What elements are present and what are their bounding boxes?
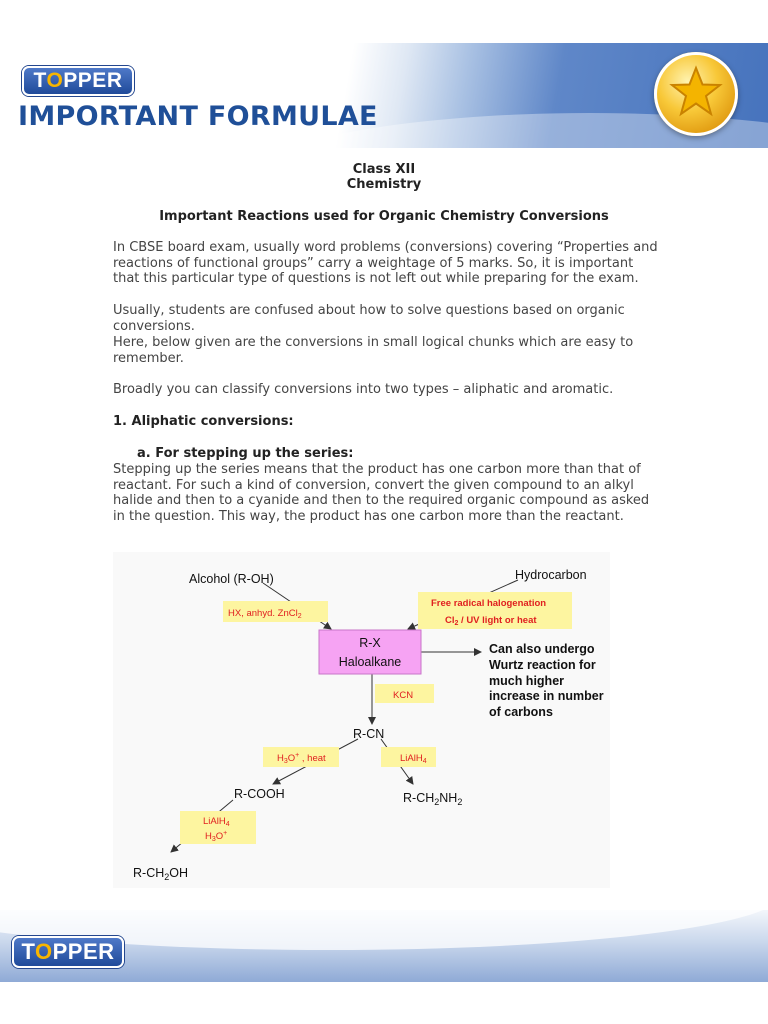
- reagent-hx-text: [228, 608, 302, 620]
- reaction-flowchart: [113, 552, 610, 888]
- rx-label: R-X: [359, 636, 381, 650]
- reagent-hx-main: HX, anhyd. ZnCl: [228, 608, 298, 619]
- topper-logo[interactable]: [22, 66, 134, 96]
- rch2nh2-a: R-CH: [403, 791, 435, 805]
- h3o-h: H: [277, 753, 284, 764]
- subsection-title-stepping-up: a. For stepping up the series:: [137, 446, 354, 461]
- intro-paragraph: Usually, students are confused about how to solve questions based on organic conversions.: [113, 303, 625, 334]
- h3o-b-o: O: [215, 831, 224, 842]
- h3o-o: O: [287, 753, 296, 764]
- logo-letter-t: T: [33, 69, 47, 92]
- stepping-up-paragraph: Stepping up the series means that the product has one carbon more than that of reactant. For such a kind of conversion, convert the given compound to an alkyl halide and then to a cyanide and then to the required organic compound as asked in the question. This way, the product has one carbon more than the reactant.: [113, 462, 650, 524]
- alcohol-label: Alcohol (R-OH): [189, 572, 274, 586]
- lialh4-b-main: LiAlH: [203, 816, 226, 827]
- wurtz-line: Can also undergo: [489, 642, 595, 656]
- h3o-b-sup: +: [223, 830, 228, 837]
- rch2nh2-b: 2: [434, 797, 440, 807]
- lialh4-b-sub: 4: [225, 821, 230, 828]
- lialh4-sub: 4: [422, 758, 427, 765]
- rch2oh-c: OH: [169, 866, 189, 880]
- document-heading: Important Reactions used for Organic Chemistry Conversions: [159, 209, 609, 224]
- rcooh-label: R-COOH: [234, 787, 285, 801]
- rch2oh-b: 2: [164, 872, 170, 882]
- rch2nh2-c: NH: [439, 791, 458, 805]
- logo-letters-pper: PPER: [63, 69, 123, 92]
- intro-paragraph: In CBSE board exam, usually word problems (conversions) covering “Properties and reactions of functional groups” carry a weightage of 5 marks. So, it is important that this particular type of questions is not left out while preparing for the exam.: [113, 240, 658, 287]
- haloalkane-label: Haloalkane: [338, 655, 402, 669]
- h3o-sub: 3: [283, 758, 288, 765]
- class-line: Class XII: [352, 162, 416, 177]
- section-title-aliphatic: 1. Aliphatic conversions:: [113, 414, 294, 429]
- logo-letters-pper: PPER: [52, 939, 115, 964]
- subject-line: Chemistry: [346, 177, 422, 192]
- rcn-label: R-CN: [353, 727, 385, 741]
- intro-paragraph: Here, below given are the conversions in small logical chunks which are easy to remember.: [113, 335, 634, 366]
- rch2nh2-label: [403, 791, 462, 807]
- h3o-b-h: H: [205, 831, 212, 842]
- reaction-diagram: [113, 552, 610, 888]
- rch2oh-a: R-CH: [133, 866, 165, 880]
- reagent-lialh4-b-text: [203, 816, 230, 828]
- topper-footer-logo[interactable]: [12, 936, 124, 968]
- hydrocarbon-label: Hydrocarbon: [515, 568, 587, 582]
- reagent-hx-sub: 2: [297, 613, 302, 620]
- banner-title: IMPORTANT FORMULAE: [18, 101, 378, 132]
- h3o-heat: , heat: [299, 753, 326, 764]
- reagent-radical-sub: 2: [454, 620, 459, 627]
- intro-paragraph: Broadly you can classify conversions into two types – aliphatic and aromatic.: [113, 382, 614, 397]
- wurtz-line: increase in number: [489, 689, 604, 703]
- rch2nh2-d: 2: [457, 797, 463, 807]
- star-medal-icon: [654, 52, 738, 136]
- star-icon: [668, 64, 724, 120]
- h3o-b-sub: 3: [211, 836, 216, 843]
- reagent-kcn-text: KCN: [393, 690, 414, 701]
- logo-letter-t: T: [21, 939, 35, 964]
- wurtz-line: Wurtz reaction for: [489, 658, 596, 672]
- lialh4-main: LiAlH: [400, 753, 423, 764]
- rch2oh-label: [133, 866, 188, 882]
- reagent-radical-post: / UV light or heat: [458, 615, 537, 626]
- logo-letter-o: O: [35, 939, 53, 964]
- reagent-radical-cl: Cl: [445, 615, 455, 626]
- logo-letter-o: O: [46, 69, 64, 92]
- wurtz-line: much higher: [489, 674, 565, 688]
- reagent-radical-line1: Free radical halogenation: [431, 598, 547, 609]
- reagent-lialh4-text: [400, 753, 427, 765]
- reagent-radical-line2: [445, 615, 537, 627]
- h3o-sup: +: [295, 752, 300, 759]
- wurtz-line: of carbons: [489, 705, 553, 719]
